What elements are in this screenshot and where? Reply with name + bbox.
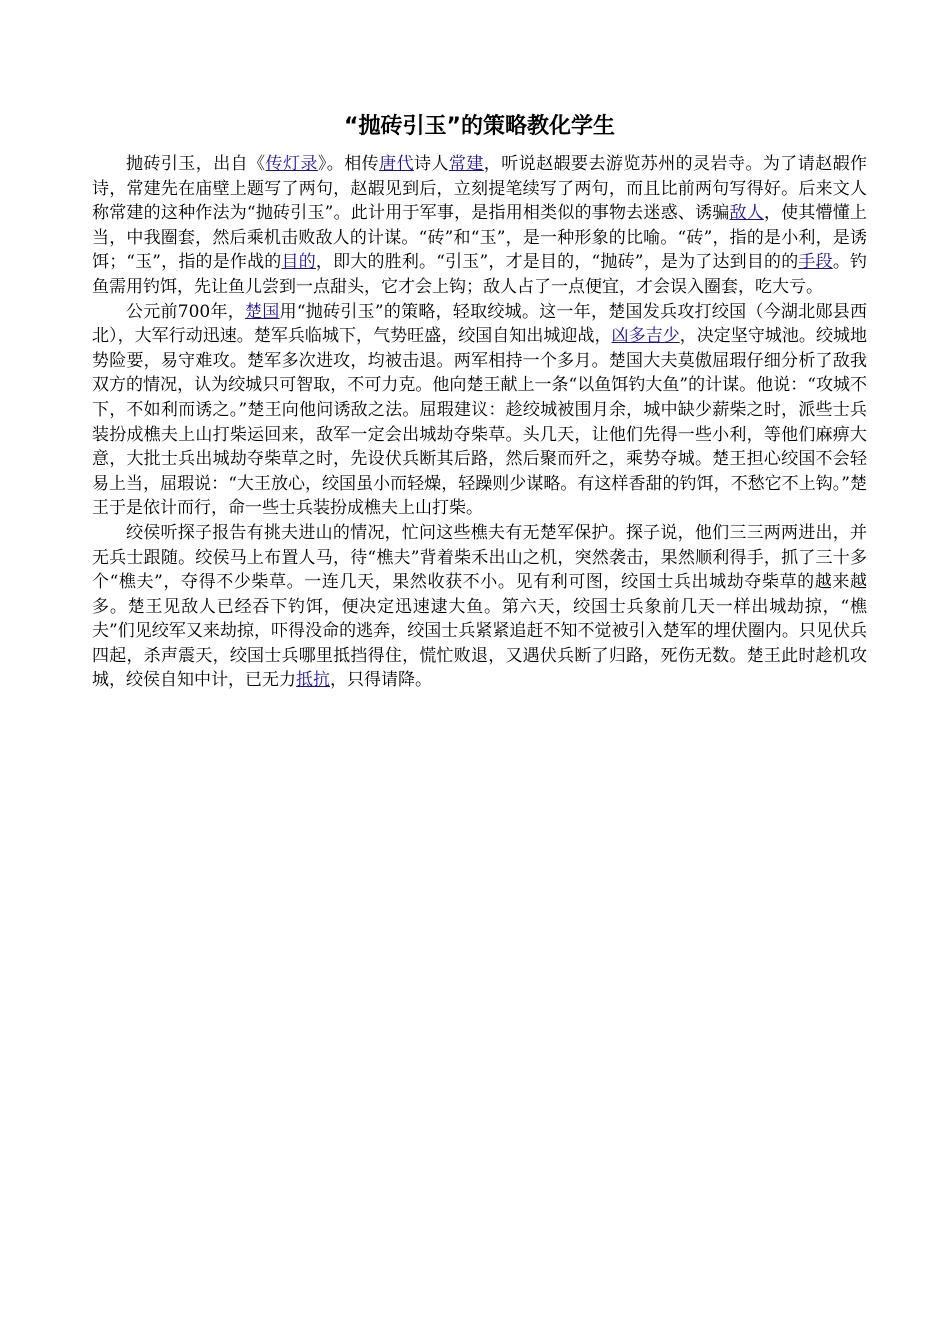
inline-link[interactable]: 手段 [798,252,833,273]
inline-link[interactable]: 凶多吉少 [611,326,680,347]
inline-link[interactable]: 目的 [281,252,316,273]
text-segment: 绞侯听探子报告有挑夫进山的情况，忙问这些樵夫有无楚军保护。探子说，他们三三两两进出，并无兵士跟随。绞侯马上布置人马，待“樵夫”背着柴禾出山之机，突然袭击，果然顺利得手，抓了三十多个“樵夫”，夺得不少柴草。一连几天，果然收获不小。见有利可图，绞国士兵出城劫夺柴草的越来越多。楚王见敌人已经吞下钓饵，便决定迅速逮大鱼。第六天，绞国士兵象前几天一样出城劫掠，“樵夫”们见绞军又来劫掠，吓得没命的逃奔，绞国士兵紧紧追赶不知不觉被引入楚军的埋伏圈内。只见伏兵四起，杀声震天，绞国士兵哪里抵挡得住，慌忙败退，又遇伏兵断了归路，死伤无数。楚王此时趁机攻城，绞侯自知中计，已无力 [92,522,867,691]
text-segment: 抛砖引玉，出自《 [126,154,266,174]
inline-link[interactable]: 楚国 [245,301,280,322]
paragraph [92,152,867,300]
text-segment: 。钓鱼需用钓饵，先让鱼儿尝到一点甜头，它才会上钩；敌人占了一点便宜，才会误入圈套，吃大亏。 [92,252,868,297]
document-body [92,152,867,693]
inline-link[interactable]: 抵抗 [296,670,330,691]
text-segment: 用“抛砖引玉”的策略，轻取绞城。这一年，楚国发兵攻打绞国（今湖北郧县西北），大军行动迅速。楚军兵临城下，气势旺盛，绞国自知出城迎战， [92,301,867,347]
paragraph [92,300,867,521]
document-title: “抛砖引玉”的策略教化学生 [344,114,615,139]
text-segment: 诗人 [414,154,449,174]
text-segment: ，决定坚守城池。绞城地势险要，易守难攻。楚军多次进攻，均被击退。两军相持一个多月。楚国大夫莫傲屈瑕仔细分析了敌我双方的情况，认为绞城只可智取，不可力克。他向楚王献上一条“以鱼饵钓大鱼”的计谋。他说：“攻城不下，不如利而诱之。”楚王向他问诱敌之法。屈瑕建议：趁绞城被围月余，城中缺少薪柴之时，派些士兵装扮成樵夫上山打柴运回来，敌军一定会出城劫夺柴草。头几天，让他们先得一些小利，等他们麻痹大意，大批士兵出城劫夺柴草之时，先设伏兵断其后路，然后聚而歼之，乘势夺城。楚王担心绞国不会轻易上当，屈瑕说：“大王放心，绞国虽小而轻燥，轻躁则少谋略。有这样香甜的钓饵，不愁它不上钩。”楚王于是依计而行，命一些士兵装扮成樵夫上山打柴。 [92,326,868,519]
inline-link[interactable]: 唐代 [379,154,415,174]
inline-link[interactable]: 传灯录 [265,154,318,174]
inline-link[interactable]: 常建 [448,154,484,174]
text-segment: ，使其懵懂上当，中我圈套，然后乘机击败敌人的计谋。“砖”和“玉”，是一种形象的比喻。“砖”，指的是小利，是诱饵；“玉”，指的是作战的 [92,203,868,273]
text-segment: 公元前700年， [126,301,246,322]
text-segment: ，即大的胜利。“引玉”，才是目的，“抛砖”，是为了达到目的的 [315,252,799,273]
document-page [92,110,867,693]
inline-link[interactable]: 敌人 [729,203,764,224]
text-segment: ，听说赵嘏要去游览苏州的灵岩寺。为了请赵嘏作诗，常建先在庙壁上题写了两句，赵嘏见到后，立刻提笔续写了两句，而且比前两句写得好。后来文人称常建的这种作法为“抛砖引玉”。此计用于军事，是指用相类似的事物去迷惑、诱骗 [92,154,868,224]
text-segment: 》。相传 [317,154,380,174]
paragraph [92,521,867,693]
text-segment: ，只得请降。 [330,670,432,691]
